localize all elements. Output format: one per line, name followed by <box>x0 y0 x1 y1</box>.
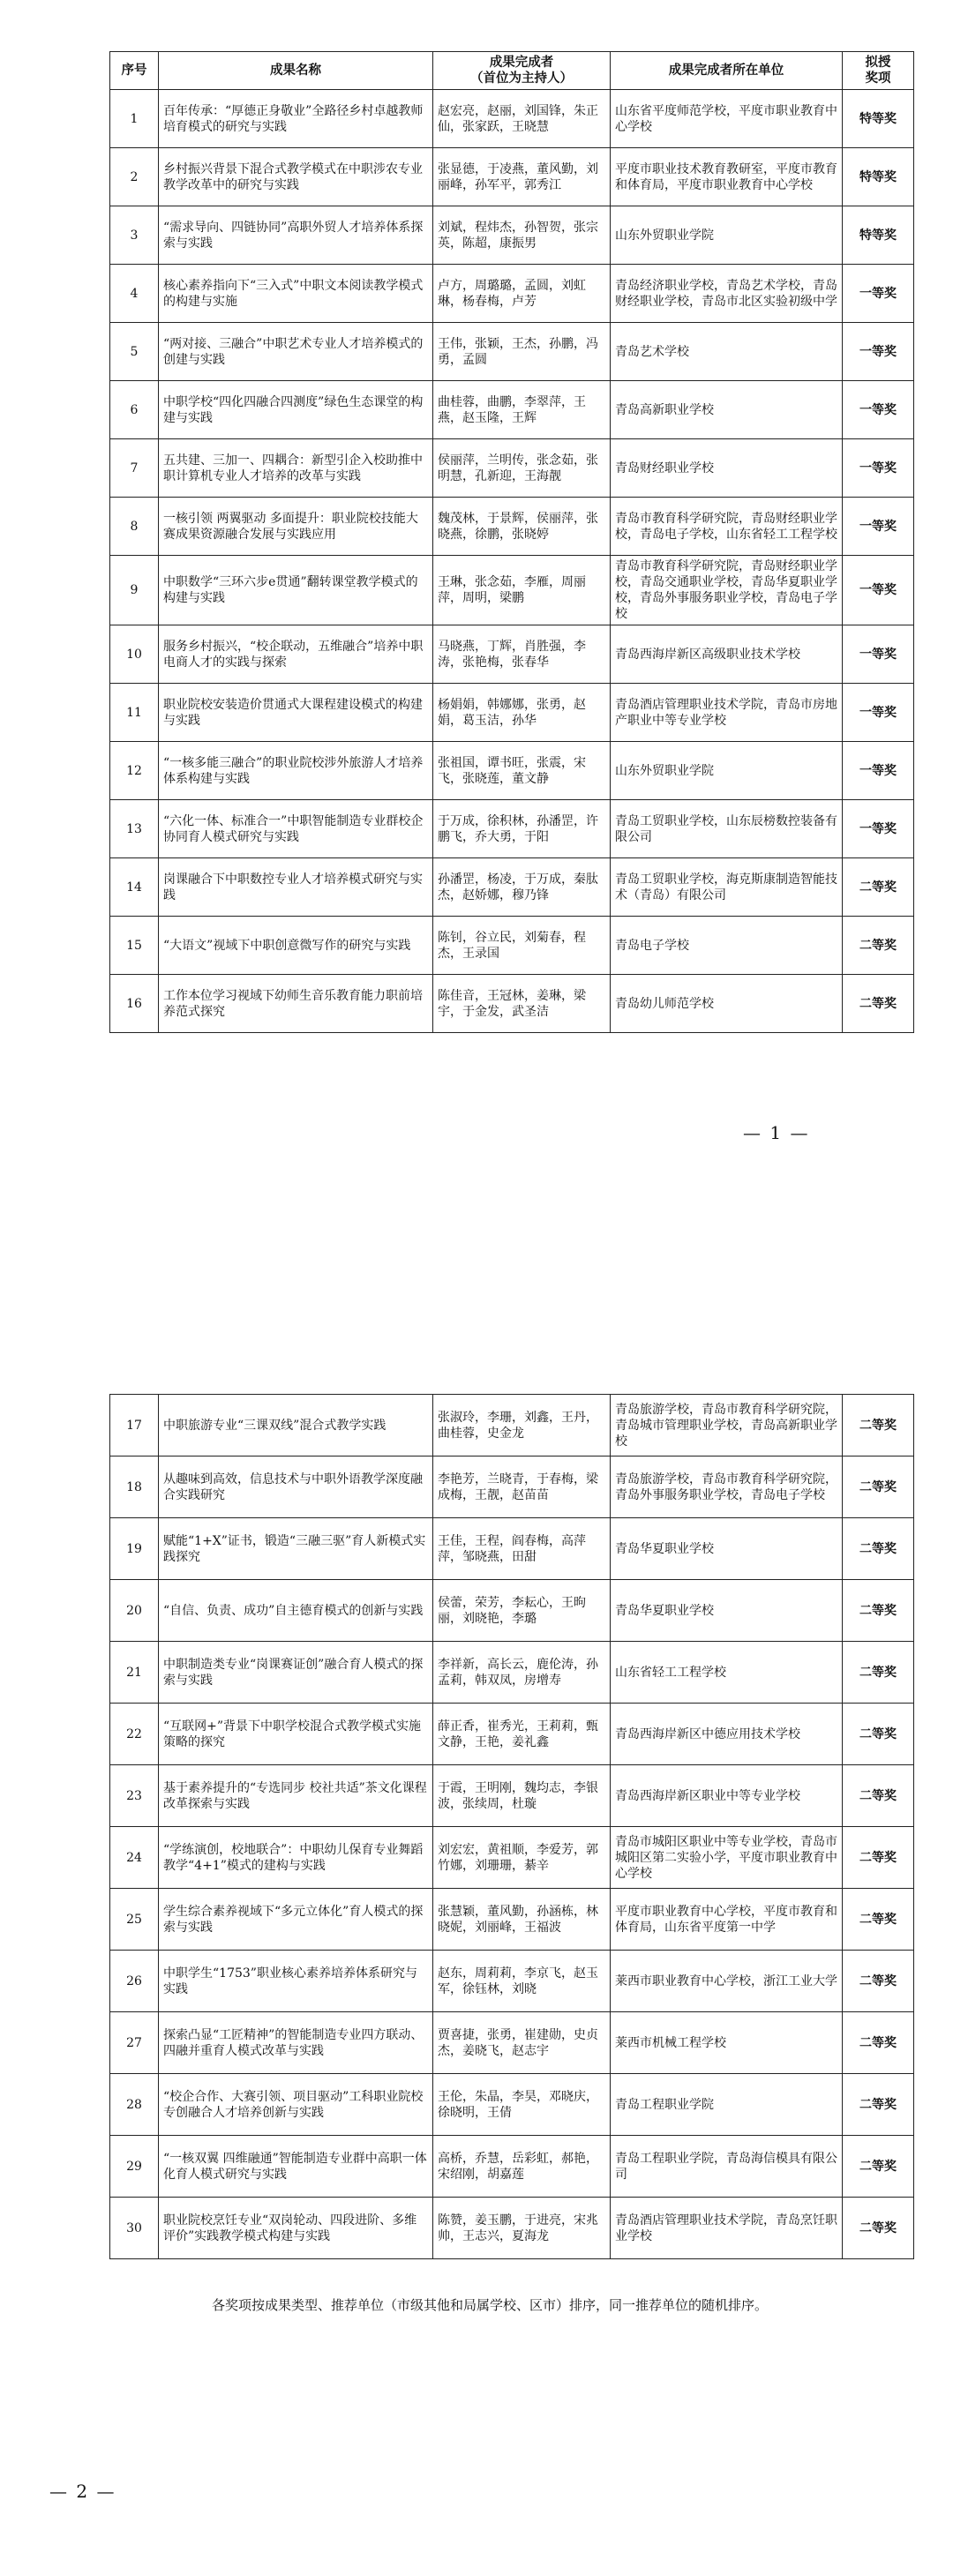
achievement-name: 职业院校安装造价贯通式大课程建设模式的构建与实践 <box>159 684 433 742</box>
award-level: 一等奖 <box>843 498 914 556</box>
row-number: 21 <box>110 1642 159 1704</box>
row-number: 22 <box>110 1704 159 1765</box>
achievement-name: “自信、负责、成功”自主德育模式的创新与实践 <box>159 1580 433 1642</box>
achievement-name: 乡村振兴背景下混合式教学模式在中职涉农专业教学改革中的研究与实践 <box>159 148 433 206</box>
achievement-name: “互联网+”背景下中职学校混合式教学模式实施策略的探究 <box>159 1704 433 1765</box>
award-level: 二等奖 <box>843 917 914 975</box>
achievement-name: 从趣味到高效，信息技术与中职外语教学深度融合实践研究 <box>159 1456 433 1518</box>
row-number: 26 <box>110 1951 159 2012</box>
row-number: 17 <box>110 1395 159 1456</box>
achievement-name: 一核引领 两翼驱动 多面提升：职业院校技能大赛成果资源融合发展与实践应用 <box>159 498 433 556</box>
table-row <box>110 1580 914 1642</box>
award-level: 一等奖 <box>843 625 914 684</box>
table-row <box>110 1456 914 1518</box>
row-number: 15 <box>110 917 159 975</box>
table-row <box>110 498 914 556</box>
table-row <box>110 1704 914 1765</box>
unit: 莱西市职业教育中心学校，浙江工业大学 <box>611 1951 843 2012</box>
row-number: 24 <box>110 1827 159 1889</box>
authors: 陈佳音，王冠林，姜琳，梁宇，于金发，武圣洁 <box>433 975 611 1033</box>
unit: 莱西市机械工程学校 <box>611 2012 843 2074</box>
award-level: 二等奖 <box>843 1580 914 1642</box>
achievement-name: 百年传承：“厚德正身敬业”全路径乡村卓越教师培育模式的研究与实践 <box>159 90 433 148</box>
achievement-name: 工作本位学习视域下幼师生音乐教育能力职前培养范式探究 <box>159 975 433 1033</box>
authors: 张慧颖，董风勤，孙涵栋，林晓妮，刘丽峰，王福波 <box>433 1889 611 1951</box>
achievement-name: “需求导向、四链协同”高职外贸人才培养体系探索与实践 <box>159 206 433 265</box>
table-header-row <box>110 52 914 90</box>
authors: 张显德，于凌燕，董风勤，刘丽峰，孙军平，郭秀江 <box>433 148 611 206</box>
achievement-name: 赋能“1+X”证书，锻造“三融三驱”育人新模式实践探究 <box>159 1518 433 1580</box>
achievement-name: “一核双翼 四维融通”智能制造专业群中高职一体化育人模式研究与实践 <box>159 2136 433 2198</box>
row-number: 10 <box>110 625 159 684</box>
row-number: 1 <box>110 90 159 148</box>
achievement-name: “学练演创，校地联合”：中职幼儿保育专业舞蹈教学“4+1”模式的建构与实践 <box>159 1827 433 1889</box>
row-number: 11 <box>110 684 159 742</box>
row-number: 29 <box>110 2136 159 2198</box>
table-row <box>110 323 914 381</box>
authors: 王伦，朱晶，李昊，邓晓庆，徐晓明，王倩 <box>433 2074 611 2136</box>
authors: 张淑玲，李珊，刘鑫，王丹，曲桂蓉，史金龙 <box>433 1395 611 1456</box>
award-level: 一等奖 <box>843 684 914 742</box>
table-row <box>110 1518 914 1580</box>
unit: 青岛财经职业学校 <box>611 439 843 498</box>
authors: 杨娟娟，韩娜娜，张勇，赵娟，葛玉洁，孙华 <box>433 684 611 742</box>
authors: 卢方，周璐璐，孟圆，刘虹琳，杨春梅，卢芳 <box>433 265 611 323</box>
table-row <box>110 1765 914 1827</box>
unit: 青岛幼儿师范学校 <box>611 975 843 1033</box>
row-number: 23 <box>110 1765 159 1827</box>
authors: 王伟，张颖，王杰，孙鹏，冯勇，孟圆 <box>433 323 611 381</box>
authors: 张祖国，谭书旺，张震，宋飞，张晓莲，董文静 <box>433 742 611 800</box>
award-level: 一等奖 <box>843 742 914 800</box>
row-number: 3 <box>110 206 159 265</box>
achievement-name: “校企合作、大赛引领、项目驱动”工科职业院校专创融合人才培养创新与实践 <box>159 2074 433 2136</box>
achievement-name: 中职旅游专业“三课双线”混合式教学实践 <box>159 1395 433 1456</box>
award-level: 二等奖 <box>843 1765 914 1827</box>
unit: 青岛艺术学校 <box>611 323 843 381</box>
table-row <box>110 90 914 148</box>
table-row <box>110 1642 914 1704</box>
award-level: 二等奖 <box>843 1951 914 2012</box>
row-number: 14 <box>110 858 159 917</box>
table-row <box>110 2012 914 2074</box>
award-level: 二等奖 <box>843 1827 914 1889</box>
table-row <box>110 1889 914 1951</box>
table-row <box>110 265 914 323</box>
award-level: 一等奖 <box>843 323 914 381</box>
table-row <box>110 2136 914 2198</box>
award-level: 一等奖 <box>843 556 914 625</box>
award-level: 二等奖 <box>843 1704 914 1765</box>
page-number-2: — 2 — <box>49 2481 116 2502</box>
unit: 青岛西海岸新区中德应用技术学校 <box>611 1704 843 1765</box>
header-unit: 成果完成者所在单位 <box>611 52 843 90</box>
table-row <box>110 1395 914 1456</box>
table-row <box>110 917 914 975</box>
table-row <box>110 206 914 265</box>
row-number: 27 <box>110 2012 159 2074</box>
achievement-name: 五共建、三加一、四耦合：新型引企入校助推中职计算机专业人才培养的改革与实践 <box>159 439 433 498</box>
achievement-name: 学生综合素养视域下“多元立体化”育人模式的探索与实践 <box>159 1889 433 1951</box>
page-number-1: — 1 — <box>743 1122 810 1143</box>
row-number: 13 <box>110 800 159 858</box>
award-level: 二等奖 <box>843 1456 914 1518</box>
row-number: 6 <box>110 381 159 439</box>
table-row <box>110 2198 914 2259</box>
authors: 侯丽萍，兰明传，张念茹，张明慧，孔新迎，王海靓 <box>433 439 611 498</box>
award-level: 一等奖 <box>843 800 914 858</box>
award-level: 二等奖 <box>843 2012 914 2074</box>
authors: 侯蕾，荣芳，李耘心，王昫丽，刘晓艳，李璐 <box>433 1580 611 1642</box>
table-row <box>110 800 914 858</box>
unit: 青岛市教育科学研究院，青岛财经职业学校，青岛交通职业学校，青岛华夏职业学校，青岛外事服务职业学校，青岛电子学校 <box>611 556 843 625</box>
authors: 贾喜捷，张勇，崔建勋，史贞杰，姜晓飞，赵志宇 <box>433 2012 611 2074</box>
unit: 青岛电子学校 <box>611 917 843 975</box>
authors: 薛正香，崔秀光，王莉莉，甄文静，王艳，姜礼鑫 <box>433 1704 611 1765</box>
achievement-name: 基于素养提升的“专选同步 校社共适”茶文化课程改革探索与实践 <box>159 1765 433 1827</box>
unit: 青岛西海岸新区高级职业技术学校 <box>611 625 843 684</box>
row-number: 9 <box>110 556 159 625</box>
authors: 赵东，周莉莉，李京飞，赵玉军，徐钰林，刘晓 <box>433 1951 611 2012</box>
achievement-name: 中职学校“四化四融合四测度”绿色生态课堂的构建与实践 <box>159 381 433 439</box>
award-level: 二等奖 <box>843 1395 914 1456</box>
row-number: 28 <box>110 2074 159 2136</box>
awards-table-part-2 <box>109 1394 914 2259</box>
unit: 青岛工程职业学院，青岛海信模具有限公司 <box>611 2136 843 2198</box>
authors: 陈钊，谷立民，刘菊春，程杰，王录国 <box>433 917 611 975</box>
achievement-name: 中职学生“1753”职业核心素养培养体系研究与实践 <box>159 1951 433 2012</box>
authors: 赵宏亮，赵丽，刘国锋，朱正仙，张家跃，王晓慧 <box>433 90 611 148</box>
achievement-name: 岗课融合下中职数控专业人才培养模式研究与实践 <box>159 858 433 917</box>
table-row <box>110 975 914 1033</box>
table-row <box>110 1827 914 1889</box>
unit: 青岛市城阳区职业中等专业学校，青岛市城阳区第二实验小学，平度市职业教育中心学校 <box>611 1827 843 1889</box>
award-level: 二等奖 <box>843 858 914 917</box>
award-level: 二等奖 <box>843 2198 914 2259</box>
unit: 青岛酒店管理职业技术学院，青岛烹饪职业学校 <box>611 2198 843 2259</box>
unit: 青岛西海岸新区职业中等专业学校 <box>611 1765 843 1827</box>
header-authors: 成果完成者 （首位为主持人） <box>433 52 611 90</box>
document-page-2 <box>0 1288 953 2576</box>
award-level: 二等奖 <box>843 1642 914 1704</box>
award-level: 特等奖 <box>843 148 914 206</box>
row-number: 2 <box>110 148 159 206</box>
table-row <box>110 2074 914 2136</box>
achievement-name: 探索凸显“工匠精神”的智能制造专业四方联动、四融并重育人模式改革与实践 <box>159 2012 433 2074</box>
achievement-name: “一核多能三融合”的职业院校涉外旅游人才培养体系构建与实践 <box>159 742 433 800</box>
unit: 平度市职业教育中心学校，平度市教育和体育局，山东省平度第一中学 <box>611 1889 843 1951</box>
footnote: 各奖项按成果类型、推荐单位（市级其他和局属学校、区市）排序，同一推荐单位的随机排序。 <box>212 2297 769 2313</box>
unit: 青岛市教育科学研究院，青岛财经职业学校，青岛电子学校，山东省轻工工程学校 <box>611 498 843 556</box>
table-row <box>110 439 914 498</box>
unit: 青岛华夏职业学校 <box>611 1580 843 1642</box>
row-number: 7 <box>110 439 159 498</box>
table-row <box>110 556 914 625</box>
achievement-name: “两对接、三融合”中职艺术专业人才培养模式的创建与实践 <box>159 323 433 381</box>
award-level: 二等奖 <box>843 2136 914 2198</box>
unit: 青岛酒店管理职业技术学院，青岛市房地产职业中等专业学校 <box>611 684 843 742</box>
table-row <box>110 148 914 206</box>
authors: 于霞，王明刚，魏均志，李银波，张续周，杜璇 <box>433 1765 611 1827</box>
award-level: 一等奖 <box>843 265 914 323</box>
header-achievement-name: 成果名称 <box>159 52 433 90</box>
row-number: 12 <box>110 742 159 800</box>
award-level: 一等奖 <box>843 381 914 439</box>
achievement-name: “大语文”视域下中职创意微写作的研究与实践 <box>159 917 433 975</box>
unit: 青岛工贸职业学校，海克斯康制造智能技术（青岛）有限公司 <box>611 858 843 917</box>
row-number: 19 <box>110 1518 159 1580</box>
row-number: 4 <box>110 265 159 323</box>
unit: 山东外贸职业学院 <box>611 206 843 265</box>
unit: 山东省轻工工程学校 <box>611 1642 843 1704</box>
authors: 马晓燕，丁辉，肖胜强，李涛，张艳梅，张春华 <box>433 625 611 684</box>
table-row <box>110 858 914 917</box>
table-row <box>110 625 914 684</box>
authors: 曲桂蓉，曲鹏，李翠萍，王燕，赵玉隆，王辉 <box>433 381 611 439</box>
authors: 王佳，王程，阎春梅，高萍萍，邹晓燕，田甜 <box>433 1518 611 1580</box>
unit: 青岛华夏职业学校 <box>611 1518 843 1580</box>
unit: 山东外贸职业学院 <box>611 742 843 800</box>
header-award: 拟授 奖项 <box>843 52 914 90</box>
table-row <box>110 684 914 742</box>
unit: 青岛工贸职业学校，山东辰榜数控装备有限公司 <box>611 800 843 858</box>
header-number: 序号 <box>110 52 159 90</box>
authors: 刘宏宏，黄祖顺，李爱芳，郭竹娜，刘珊珊，綦辛 <box>433 1827 611 1889</box>
authors: 刘斌，程炜杰，孙智贺，张宗英，陈超，康振男 <box>433 206 611 265</box>
achievement-name: 中职制造类专业“岗课赛证创”融合育人模式的探索与实践 <box>159 1642 433 1704</box>
authors: 于万成，徐积林，孙潘罡，许鹏飞，乔大勇，于阳 <box>433 800 611 858</box>
authors: 李祥新，高长云，鹿伦涛，孙孟莉，韩双凤，房增寿 <box>433 1642 611 1704</box>
achievement-name: 职业院校烹饪专业“双岗轮动、四段进阶、多维评价”实践教学模式构建与实践 <box>159 2198 433 2259</box>
award-level: 一等奖 <box>843 439 914 498</box>
row-number: 20 <box>110 1580 159 1642</box>
unit: 青岛经济职业学校，青岛艺术学校，青岛财经职业学校，青岛市北区实验初级中学 <box>611 265 843 323</box>
unit: 青岛工程职业学院 <box>611 2074 843 2136</box>
unit: 山东省平度师范学校，平度市职业教育中心学校 <box>611 90 843 148</box>
award-level: 二等奖 <box>843 1889 914 1951</box>
table-row <box>110 742 914 800</box>
authors: 魏茂林，于景辉，侯丽萍，张晓燕，徐鹏，张晓婷 <box>433 498 611 556</box>
unit: 平度市职业技术教育教研室，平度市教育和体育局，平度市职业教育中心学校 <box>611 148 843 206</box>
row-number: 18 <box>110 1456 159 1518</box>
unit: 青岛高新职业学校 <box>611 381 843 439</box>
achievement-name: 中职数学“三环六步e贯通”翻转课堂教学模式的构建与实践 <box>159 556 433 625</box>
row-number: 16 <box>110 975 159 1033</box>
table-row <box>110 1951 914 2012</box>
award-level: 二等奖 <box>843 2074 914 2136</box>
row-number: 25 <box>110 1889 159 1951</box>
table-row <box>110 381 914 439</box>
award-level: 特等奖 <box>843 206 914 265</box>
achievement-name: 核心素养指向下“三入式”中职文本阅读教学模式的构建与实施 <box>159 265 433 323</box>
row-number: 30 <box>110 2198 159 2259</box>
authors: 王琳，张念茹，李雁，周丽萍，周明，梁鹏 <box>433 556 611 625</box>
achievement-name: “六化一体、标准合一”中职智能制造专业群校企协同育人模式研究与实践 <box>159 800 433 858</box>
unit: 青岛旅游学校，青岛市教育科学研究院，青岛外事服务职业学校，青岛电子学校 <box>611 1456 843 1518</box>
authors: 孙潘罡，杨凌，于万成，秦肽杰，赵娇娜，穆乃锋 <box>433 858 611 917</box>
unit: 青岛旅游学校，青岛市教育科学研究院，青岛城市管理职业学校，青岛高新职业学校 <box>611 1395 843 1456</box>
achievement-name: 服务乡村振兴，“校企联动，五维融合”培养中职电商人才的实践与探索 <box>159 625 433 684</box>
award-level: 二等奖 <box>843 1518 914 1580</box>
authors: 陈赞，姜玉鹏，于进亮，宋兆帅，王志兴，夏海龙 <box>433 2198 611 2259</box>
award-level: 二等奖 <box>843 975 914 1033</box>
row-number: 5 <box>110 323 159 381</box>
award-level: 特等奖 <box>843 90 914 148</box>
awards-table-part-1 <box>109 51 914 1033</box>
authors: 李艳芳，兰晓青，于春梅，梁成梅，王靓，赵苗苗 <box>433 1456 611 1518</box>
row-number: 8 <box>110 498 159 556</box>
authors: 高桥，乔慧，岳彩虹，郝艳，宋绍刚，胡嘉莲 <box>433 2136 611 2198</box>
